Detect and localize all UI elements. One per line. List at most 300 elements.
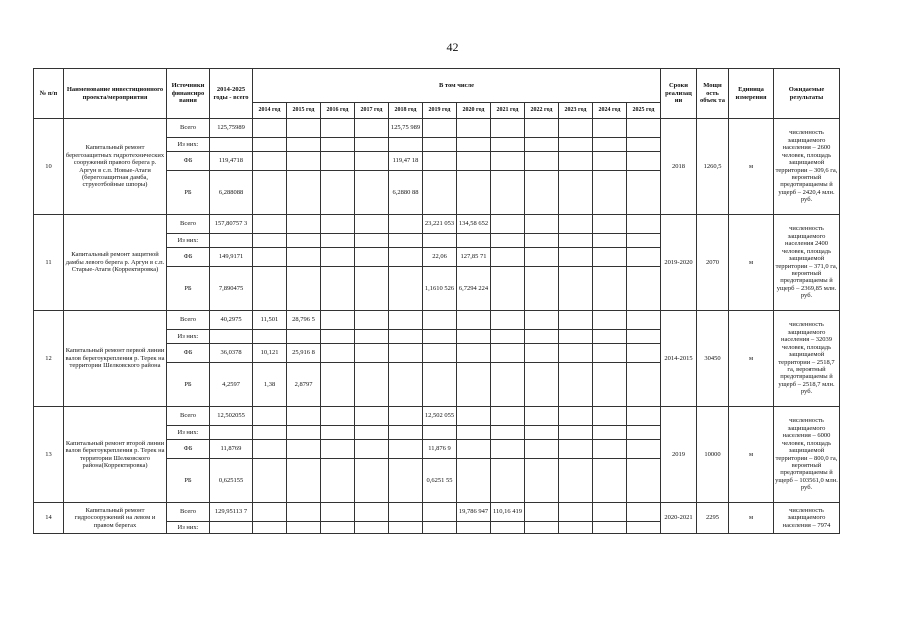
header-unit: Единица измерения (729, 69, 774, 119)
funding-total: 0,625155 (210, 459, 253, 503)
year-value (355, 311, 389, 330)
year-value (491, 311, 525, 330)
header-year: 2020 год (457, 103, 491, 119)
year-value (559, 440, 593, 459)
funding-source: РБ (167, 459, 210, 503)
year-value (253, 119, 287, 138)
year-value (559, 363, 593, 407)
year-value (321, 119, 355, 138)
header-results: Ожидаемые результаты (774, 69, 840, 119)
project-unit: м (729, 407, 774, 503)
year-value (627, 330, 661, 344)
year-value: 6,2880 88 (389, 171, 423, 215)
year-value (287, 267, 321, 311)
year-value (593, 363, 627, 407)
year-value: 2,8797 (287, 363, 321, 407)
year-value (593, 119, 627, 138)
year-value (627, 152, 661, 171)
year-value (525, 267, 559, 311)
year-value (491, 522, 525, 534)
year-value (627, 311, 661, 330)
year-value (457, 138, 491, 152)
year-value (627, 522, 661, 534)
year-value (627, 407, 661, 426)
year-value (627, 234, 661, 248)
funding-source: Из них: (167, 138, 210, 152)
year-value: 1,1610 526 (423, 267, 457, 311)
year-value (525, 119, 559, 138)
year-value (491, 459, 525, 503)
project-name: Капитальный ремонт первой линии валов берегоукрепления р. Терек на территории Шелковского района (64, 311, 167, 407)
year-value (287, 330, 321, 344)
year-value (593, 407, 627, 426)
year-value (355, 330, 389, 344)
year-value (389, 503, 423, 522)
year-value (491, 248, 525, 267)
year-value (389, 363, 423, 407)
year-value (627, 440, 661, 459)
year-value (253, 152, 287, 171)
page-number: 42 (446, 40, 459, 54)
year-value (321, 267, 355, 311)
table-row (34, 119, 840, 138)
year-value: 19,786 947 (457, 503, 491, 522)
year-value (321, 248, 355, 267)
year-value (423, 311, 457, 330)
year-value (457, 119, 491, 138)
header-year: 2015 год (287, 103, 321, 119)
year-value (525, 522, 559, 534)
year-value (491, 152, 525, 171)
year-value (287, 171, 321, 215)
funding-total (210, 330, 253, 344)
year-value: 127,85 71 (457, 248, 491, 267)
funding-total: 11,8769 (210, 440, 253, 459)
year-value (627, 215, 661, 234)
year-value (389, 311, 423, 330)
year-value (525, 440, 559, 459)
year-value (321, 426, 355, 440)
year-value (253, 215, 287, 234)
year-value (491, 171, 525, 215)
funding-total: 7,890475 (210, 267, 253, 311)
project-number: 13 (34, 407, 64, 503)
project-results: численность защищаемого населения – 2600 человек, площадь защищаемой территории – 309,6 га, вероятный предотвращаемы й ущерб – 2420,4 млн. руб. (774, 119, 840, 215)
year-value (627, 119, 661, 138)
year-value (253, 330, 287, 344)
year-value (355, 248, 389, 267)
year-value (355, 215, 389, 234)
funding-source: РБ (167, 171, 210, 215)
funding-source: Всего (167, 215, 210, 234)
year-value (389, 407, 423, 426)
project-capacity: 2070 (697, 215, 729, 311)
year-value (491, 440, 525, 459)
year-value (457, 234, 491, 248)
year-value (389, 426, 423, 440)
year-value (321, 407, 355, 426)
project-capacity: 10000 (697, 407, 729, 503)
year-value (423, 522, 457, 534)
year-value (457, 171, 491, 215)
year-value (559, 344, 593, 363)
project-name: Капитальный ремонт берегозащитных гидротехнических сооружений правого берега р. Аргун в с.п. Новые-Атаги (берегозащитная дамба, струеотбойные шпоры) (64, 119, 167, 215)
year-value (321, 459, 355, 503)
funding-total: 40,2975 (210, 311, 253, 330)
header-deadline: Сроки реализац ии (661, 69, 697, 119)
funding-source: РБ (167, 363, 210, 407)
year-value (287, 119, 321, 138)
year-value (627, 459, 661, 503)
header-year: 2022 год (525, 103, 559, 119)
header-year: 2023 год (559, 103, 593, 119)
year-value: 134,58 652 (457, 215, 491, 234)
year-value (253, 248, 287, 267)
year-value (593, 426, 627, 440)
year-value (355, 363, 389, 407)
year-value (287, 234, 321, 248)
header-source: Источники финансиро вания (167, 69, 210, 119)
project-results: численность защищаемого населения 2400 человек, площадь защищаемой территории – 371,0 га, вероятный предотвращаемы й ущерб – 2369,85 млн. руб. (774, 215, 840, 311)
year-value (627, 171, 661, 215)
header-name: Наименование инвестиционного проекта/мероприятия (64, 69, 167, 119)
funding-source: Всего (167, 407, 210, 426)
year-value (355, 407, 389, 426)
year-value (525, 234, 559, 248)
year-value: 23,221 053 (423, 215, 457, 234)
year-value (627, 138, 661, 152)
year-value (593, 522, 627, 534)
funding-total (210, 138, 253, 152)
year-value: 12,502 055 (423, 407, 457, 426)
project-unit: м (729, 503, 774, 534)
year-value (321, 215, 355, 234)
year-value (321, 440, 355, 459)
year-value (457, 426, 491, 440)
year-value (491, 330, 525, 344)
funding-total: 4,2597 (210, 363, 253, 407)
year-value (253, 522, 287, 534)
funding-total: 119,4718 (210, 152, 253, 171)
year-value (287, 503, 321, 522)
year-value (559, 522, 593, 534)
year-value (559, 407, 593, 426)
year-value: 10,121 (253, 344, 287, 363)
year-value (593, 344, 627, 363)
header-year: 2024 год (593, 103, 627, 119)
year-value: 1,38 (253, 363, 287, 407)
year-value (593, 503, 627, 522)
year-value (355, 267, 389, 311)
project-name: Капитальный ремонт второй линии валов берегоукрепления р. Терек на территории Шелковского района(Корректировка) (64, 407, 167, 503)
year-value (627, 248, 661, 267)
year-value (423, 330, 457, 344)
year-value (593, 267, 627, 311)
year-value (491, 363, 525, 407)
year-value: 6,7294 224 (457, 267, 491, 311)
funding-source: Из них: (167, 522, 210, 534)
header-year: 2017 год (355, 103, 389, 119)
year-value (627, 426, 661, 440)
funding-total: 36,0378 (210, 344, 253, 363)
project-capacity: 1260,5 (697, 119, 729, 215)
year-value (287, 522, 321, 534)
year-value (457, 311, 491, 330)
table-row (34, 311, 840, 330)
project-deadline: 2020-2021 (661, 503, 697, 534)
year-value (253, 171, 287, 215)
project-number: 12 (34, 311, 64, 407)
year-value (253, 138, 287, 152)
year-value (287, 407, 321, 426)
year-value (253, 234, 287, 248)
year-value (457, 522, 491, 534)
year-value (321, 330, 355, 344)
table-row (34, 503, 840, 522)
year-value (627, 503, 661, 522)
year-value (423, 363, 457, 407)
year-value: 22,06 (423, 248, 457, 267)
year-value (321, 522, 355, 534)
year-value (423, 152, 457, 171)
year-value (355, 152, 389, 171)
year-value (423, 234, 457, 248)
year-value (559, 426, 593, 440)
funding-total: 6,288088 (210, 171, 253, 215)
year-value (491, 119, 525, 138)
funding-source: ФБ (167, 248, 210, 267)
year-value (355, 459, 389, 503)
funding-total: 149,9171 (210, 248, 253, 267)
header-year: 2018 год (389, 103, 423, 119)
funding-source: Из них: (167, 330, 210, 344)
project-unit: м (729, 311, 774, 407)
year-value (559, 215, 593, 234)
year-value (525, 407, 559, 426)
year-value (559, 503, 593, 522)
header-total: 2014-2025 годы - всего (210, 69, 253, 119)
year-value (559, 138, 593, 152)
funding-total: 12,502055 (210, 407, 253, 426)
year-value (593, 138, 627, 152)
year-value (559, 267, 593, 311)
year-value (491, 215, 525, 234)
year-value (525, 248, 559, 267)
project-unit: м (729, 215, 774, 311)
header-year: 2025 год (627, 103, 661, 119)
header-year: 2021 год (491, 103, 525, 119)
year-value (287, 440, 321, 459)
year-value (321, 171, 355, 215)
year-value (355, 119, 389, 138)
year-value: 110,16 419 (491, 503, 525, 522)
project-deadline: 2019 (661, 407, 697, 503)
year-value (457, 344, 491, 363)
year-value (355, 440, 389, 459)
year-value (355, 234, 389, 248)
year-value (423, 426, 457, 440)
year-value (491, 344, 525, 363)
funding-source: РБ (167, 267, 210, 311)
year-value (559, 119, 593, 138)
year-value (355, 344, 389, 363)
year-value (389, 267, 423, 311)
header-year: 2016 год (321, 103, 355, 119)
year-value (253, 407, 287, 426)
year-value (525, 344, 559, 363)
year-value (559, 311, 593, 330)
project-deadline: 2018 (661, 119, 697, 215)
year-value (457, 152, 491, 171)
year-value (525, 171, 559, 215)
investment-projects-table (33, 68, 840, 534)
header-year: 2019 год (423, 103, 457, 119)
year-value (423, 503, 457, 522)
header-num: № п/п (34, 69, 64, 119)
year-value (525, 426, 559, 440)
year-value (593, 234, 627, 248)
funding-total (210, 234, 253, 248)
funding-total: 129,95113 7 (210, 503, 253, 522)
year-value (253, 267, 287, 311)
year-value: 119,47 18 (389, 152, 423, 171)
year-value (287, 459, 321, 503)
header-including: В том числе (253, 69, 661, 103)
year-value (593, 248, 627, 267)
year-value (321, 311, 355, 330)
year-value (355, 426, 389, 440)
funding-total (210, 426, 253, 440)
year-value (389, 330, 423, 344)
project-number: 10 (34, 119, 64, 215)
year-value (559, 330, 593, 344)
year-value (457, 363, 491, 407)
funding-source: Из них: (167, 426, 210, 440)
year-value (287, 248, 321, 267)
funding-source: Всего (167, 311, 210, 330)
year-value (321, 138, 355, 152)
project-capacity: 2295 (697, 503, 729, 534)
project-deadline: 2014-2015 (661, 311, 697, 407)
year-value (593, 440, 627, 459)
year-value (253, 426, 287, 440)
year-value (457, 440, 491, 459)
year-value (491, 138, 525, 152)
year-value (627, 344, 661, 363)
table-row (34, 407, 840, 426)
year-value (389, 248, 423, 267)
year-value (321, 344, 355, 363)
year-value (287, 138, 321, 152)
year-value (627, 363, 661, 407)
year-value: 11,501 (253, 311, 287, 330)
year-value (321, 234, 355, 248)
year-value (355, 171, 389, 215)
year-value (423, 138, 457, 152)
year-value (559, 234, 593, 248)
year-value (525, 363, 559, 407)
funding-total: 157,80757 3 (210, 215, 253, 234)
year-value: 125,75 989 (389, 119, 423, 138)
year-value (593, 171, 627, 215)
funding-source: ФБ (167, 344, 210, 363)
year-value (525, 330, 559, 344)
year-value (253, 440, 287, 459)
year-value (593, 459, 627, 503)
project-name: Капитальный ремонт защитной дамбы левого берега р. Аргун в с.п. Старые-Атаги (Корректировка) (64, 215, 167, 311)
year-value (457, 407, 491, 426)
year-value: 0,6251 55 (423, 459, 457, 503)
project-number: 14 (34, 503, 64, 534)
year-value (593, 215, 627, 234)
year-value (457, 330, 491, 344)
year-value (389, 522, 423, 534)
year-value (593, 330, 627, 344)
year-value (389, 215, 423, 234)
year-value (287, 426, 321, 440)
year-value (389, 234, 423, 248)
year-value (491, 234, 525, 248)
year-value (525, 138, 559, 152)
year-value (525, 152, 559, 171)
year-value (559, 248, 593, 267)
funding-total (210, 522, 253, 534)
project-unit: м (729, 119, 774, 215)
project-deadline: 2019-2020 (661, 215, 697, 311)
project-name: Капитальный ремонт гидросооружений на левом и правом берегах (64, 503, 167, 534)
year-value (253, 503, 287, 522)
year-value (491, 267, 525, 311)
funding-source: ФБ (167, 440, 210, 459)
year-value (491, 426, 525, 440)
project-capacity: 30450 (697, 311, 729, 407)
header-capacity: Мощн ость объек та (697, 69, 729, 119)
year-value (593, 152, 627, 171)
year-value (525, 311, 559, 330)
year-value (525, 459, 559, 503)
year-value (253, 459, 287, 503)
year-value (355, 503, 389, 522)
funding-source: Всего (167, 119, 210, 138)
funding-source: ФБ (167, 152, 210, 171)
year-value: 11,876 9 (423, 440, 457, 459)
year-value (389, 344, 423, 363)
funding-source: Всего (167, 503, 210, 522)
year-value (559, 171, 593, 215)
year-value (389, 440, 423, 459)
year-value: 28,796 5 (287, 311, 321, 330)
project-number: 11 (34, 215, 64, 311)
year-value (627, 267, 661, 311)
year-value (389, 138, 423, 152)
year-value (559, 152, 593, 171)
year-value (525, 503, 559, 522)
year-value (321, 503, 355, 522)
year-value (423, 119, 457, 138)
year-value (423, 344, 457, 363)
year-value (287, 152, 321, 171)
year-value (355, 522, 389, 534)
funding-source: Из них: (167, 234, 210, 248)
year-value (559, 459, 593, 503)
year-value (321, 363, 355, 407)
project-results: численность защищаемого населения – 7974 (774, 503, 840, 534)
year-value (389, 459, 423, 503)
year-value: 25,916 8 (287, 344, 321, 363)
year-value (355, 138, 389, 152)
project-results: численность защищаемого населения – 32039 человек, площадь защищаемой территории – 2518,7 га, вероятный предотвращаемы й ущерб – 2518,7 млн. руб. (774, 311, 840, 407)
year-value (593, 311, 627, 330)
